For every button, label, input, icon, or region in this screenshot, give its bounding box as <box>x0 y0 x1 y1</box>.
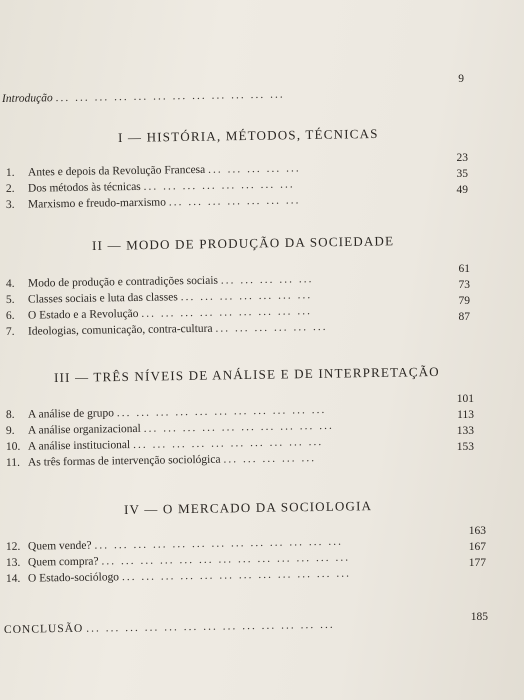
toc-page: 87 <box>458 311 470 323</box>
leader-dots: ... ... ... ... ... <box>220 273 314 287</box>
toc-title: As três formas de intervenção sociológica <box>27 453 221 469</box>
toc-number: 7. <box>5 325 15 338</box>
toc-number: 8. <box>5 408 15 421</box>
toc-title: O Estado-sociólogo <box>27 571 120 585</box>
section-heading-3: III — TRÊS NÍVEIS DE ANÁLISE E DE INTERPRETAÇÃO <box>53 363 440 385</box>
toc-page: 49 <box>456 184 468 196</box>
leader-dots: ... ... ... ... ... ... ... ... ... ... ... <box>116 403 327 420</box>
toc-number: 1. <box>5 166 15 179</box>
toc-page: 177 <box>468 557 486 569</box>
toc-entry <box>6 567 351 586</box>
toc-title: Dos métodos às técnicas <box>27 180 141 195</box>
introduction-page: 9 <box>458 73 464 85</box>
section-heading-4: IV — O MERCADO DA SOCIOLOGIA <box>123 498 373 517</box>
leader-dots: ... ... ... ... ... ... ... ... ... ... ... ... <box>55 88 285 105</box>
toc-page: 153 <box>456 441 474 453</box>
conclusion-label: CONCLUSÃO <box>3 622 84 636</box>
leader-dots: ... ... ... ... ... ... ... ... ... ... <box>143 419 334 435</box>
toc-title: Classes sociais e luta das classes <box>27 291 178 306</box>
leader-dots: ... ... ... ... ... ... ... <box>168 194 301 209</box>
toc-page: 163 <box>468 525 486 537</box>
toc-page: 79 <box>458 295 470 307</box>
toc-number: 2. <box>5 182 15 195</box>
leader-dots: ... ... ... ... ... ... ... ... ... ... ... ... ... <box>86 618 335 635</box>
toc-number: 9. <box>5 424 15 437</box>
toc-title: Marxismo e freudo-marxismo <box>27 196 167 211</box>
toc-title: O Estado e a Revolução <box>27 307 139 322</box>
leader-dots: ... ... ... ... ... <box>223 452 317 466</box>
toc-page: 113 <box>457 409 474 421</box>
toc-title: A análise institucional <box>27 439 131 453</box>
toc-page: 167 <box>468 541 486 553</box>
toc-title: Antes e depois da Revolução Francesa <box>27 163 206 179</box>
toc-number: 5. <box>5 293 15 306</box>
toc-number: 3. <box>5 198 15 211</box>
leader-dots: ... ... ... ... ... ... ... ... ... <box>141 305 313 320</box>
leader-dots: ... ... ... ... ... ... ... ... ... ... ... ... ... <box>94 535 344 552</box>
leader-dots: ... ... ... ... ... ... ... ... ... ... ... ... <box>121 567 352 584</box>
toc-title: A análise organizacional <box>27 422 141 437</box>
toc-title: Ideologias, comunicação, contra-cultura <box>27 322 213 338</box>
toc-number: 4. <box>5 277 15 290</box>
toc-number: 13. <box>5 556 21 569</box>
toc-number: 11. <box>5 456 21 469</box>
introduction-label: Introdução <box>1 92 53 105</box>
toc-title: Quem compra? <box>27 555 99 569</box>
leader-dots: ... ... ... ... ... ... <box>215 320 328 335</box>
toc-title: A análise de grupo <box>27 407 115 421</box>
section-heading-2: II — MODO DE PRODUÇÃO DA SOCIEDADE <box>91 233 395 253</box>
toc-page: 35 <box>456 168 468 180</box>
toc-entry <box>6 320 328 339</box>
toc-number: 12. <box>5 540 21 553</box>
introduction-entry <box>2 88 285 106</box>
toc-title: Quem vende? <box>27 539 92 553</box>
leader-dots: ... ... ... ... ... ... ... ... ... ... <box>132 436 324 452</box>
toc-page: 133 <box>456 425 474 437</box>
leader-dots: ... ... ... ... ... ... ... ... <box>143 178 295 193</box>
toc-number: 14. <box>5 572 21 585</box>
toc-entry <box>6 451 316 470</box>
leader-dots: ... ... ... ... ... ... ... <box>180 289 313 304</box>
toc-number: 10. <box>5 440 21 453</box>
toc-page: 61 <box>458 263 470 275</box>
toc-page: 73 <box>458 279 470 291</box>
toc-page: 23 <box>456 152 468 164</box>
conclusion-page: 185 <box>470 611 488 623</box>
conclusion-entry <box>4 618 335 637</box>
toc-number: 6. <box>5 309 15 322</box>
toc-entry <box>6 193 301 212</box>
leader-dots: ... ... ... ... ... <box>207 162 301 176</box>
leader-dots: ... ... ... ... ... ... ... ... ... ... ... ... ... <box>101 551 351 568</box>
section-heading-1: I — HISTÓRIA, MÉTODOS, TÉCNICAS <box>117 125 379 145</box>
toc-title: Modo de produção e contradições sociais <box>27 274 219 290</box>
toc-page: 101 <box>456 393 474 405</box>
